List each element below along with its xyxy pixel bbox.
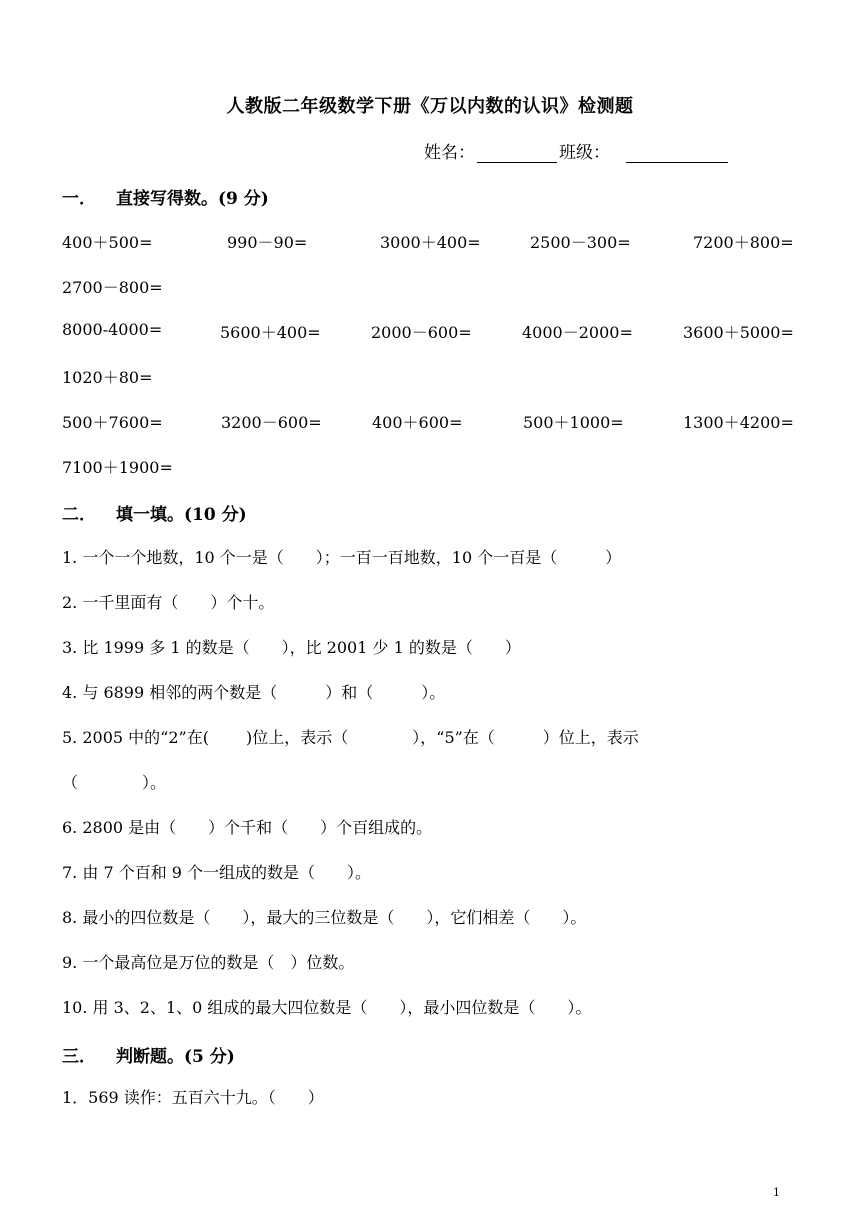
calc-item: 3600＋5000= bbox=[683, 323, 794, 342]
section1-heading bbox=[62, 184, 269, 209]
page-title: 人教版二年级数学下册《万以内数的认识》检测题 bbox=[226, 96, 634, 117]
calc-item: 500＋1000= bbox=[523, 413, 624, 432]
class-label: 班级： bbox=[559, 143, 610, 163]
calc-item: 4000－2000= bbox=[522, 323, 633, 342]
calc-item: 2700－800= bbox=[62, 278, 163, 297]
calc-item: 3200－600= bbox=[221, 413, 322, 432]
section2-title: 填一填。(10 分) bbox=[116, 505, 247, 525]
calc-item: 1300＋4200= bbox=[683, 413, 794, 432]
question-6: 6. 2800 是由（ ）个千和（ ）个百组成的。 bbox=[62, 818, 433, 837]
calc-item: 1020＋80= bbox=[62, 368, 153, 387]
question-4: 4. 与 6899 相邻的两个数是（ ）和（ ）。 bbox=[62, 683, 446, 702]
section3-title: 判断题。(5 分) bbox=[116, 1047, 235, 1067]
calc-row-2 bbox=[62, 275, 802, 299]
calc-item: 7200＋800= bbox=[693, 233, 794, 252]
section3-number: 三． bbox=[62, 1047, 96, 1067]
calc-row-1 bbox=[62, 230, 802, 254]
calc-item: 400＋600= bbox=[372, 413, 463, 432]
class-blank[interactable] bbox=[626, 142, 728, 163]
section3-heading bbox=[62, 1042, 235, 1067]
question-2: 2. 一千里面有（ ）个十。 bbox=[62, 593, 275, 612]
judge-question-1: 1．569 读作：五百六十九。（ ） bbox=[62, 1088, 324, 1107]
calc-item: 400＋500= bbox=[62, 233, 153, 252]
question-9: 9. 一个最高位是万位的数是（ ）位数。 bbox=[62, 953, 355, 972]
page-number: 1 bbox=[773, 1186, 780, 1199]
calc-item: 2500－300= bbox=[530, 233, 631, 252]
name-blank[interactable] bbox=[477, 142, 557, 163]
calc-item: 500＋7600= bbox=[62, 413, 163, 432]
question-8: 8. 最小的四位数是（ ），最大的三位数是（ ），它们相差（ ）。 bbox=[62, 908, 587, 927]
section1-number: 一． bbox=[62, 189, 96, 209]
question-1: 1. 一个一个地数，10 个一是（ ）；一百一百地数，10 个一百是（ ） bbox=[62, 548, 622, 567]
question-10: 10. 用 3、2、1、0 组成的最大四位数是（ ），最小四位数是（ ）。 bbox=[62, 998, 592, 1017]
question-5: 5. 2005 中的“2”在( )位上，表示（ ），“5”在（ ）位上，表示 bbox=[62, 728, 639, 747]
question-3: 3. 比 1999 多 1 的数是（ ），比 2001 少 1 的数是（ ） bbox=[62, 638, 521, 657]
calc-row-3 bbox=[62, 320, 802, 344]
calc-item: 2000－600= bbox=[371, 323, 472, 342]
calc-row-6 bbox=[62, 455, 802, 479]
calc-item: 990－90= bbox=[227, 233, 308, 252]
calc-item: 8000-4000= bbox=[62, 320, 163, 339]
calc-item: 3000＋400= bbox=[380, 233, 481, 252]
section1-title: 直接写得数。(9 分) bbox=[116, 189, 269, 209]
question-5-continued: （ ）。 bbox=[62, 773, 167, 792]
student-info-line bbox=[424, 138, 728, 163]
section2-number: 二． bbox=[62, 505, 96, 525]
name-label: 姓名： bbox=[424, 143, 475, 163]
calc-item: 7100＋1900= bbox=[62, 458, 173, 477]
calc-item: 5600＋400= bbox=[220, 323, 321, 342]
calc-row-5 bbox=[62, 410, 802, 434]
section2-heading bbox=[62, 500, 247, 525]
question-7: 7. 由 7 个百和 9 个一组成的数是（ ）。 bbox=[62, 863, 372, 882]
calc-row-4 bbox=[62, 365, 802, 389]
